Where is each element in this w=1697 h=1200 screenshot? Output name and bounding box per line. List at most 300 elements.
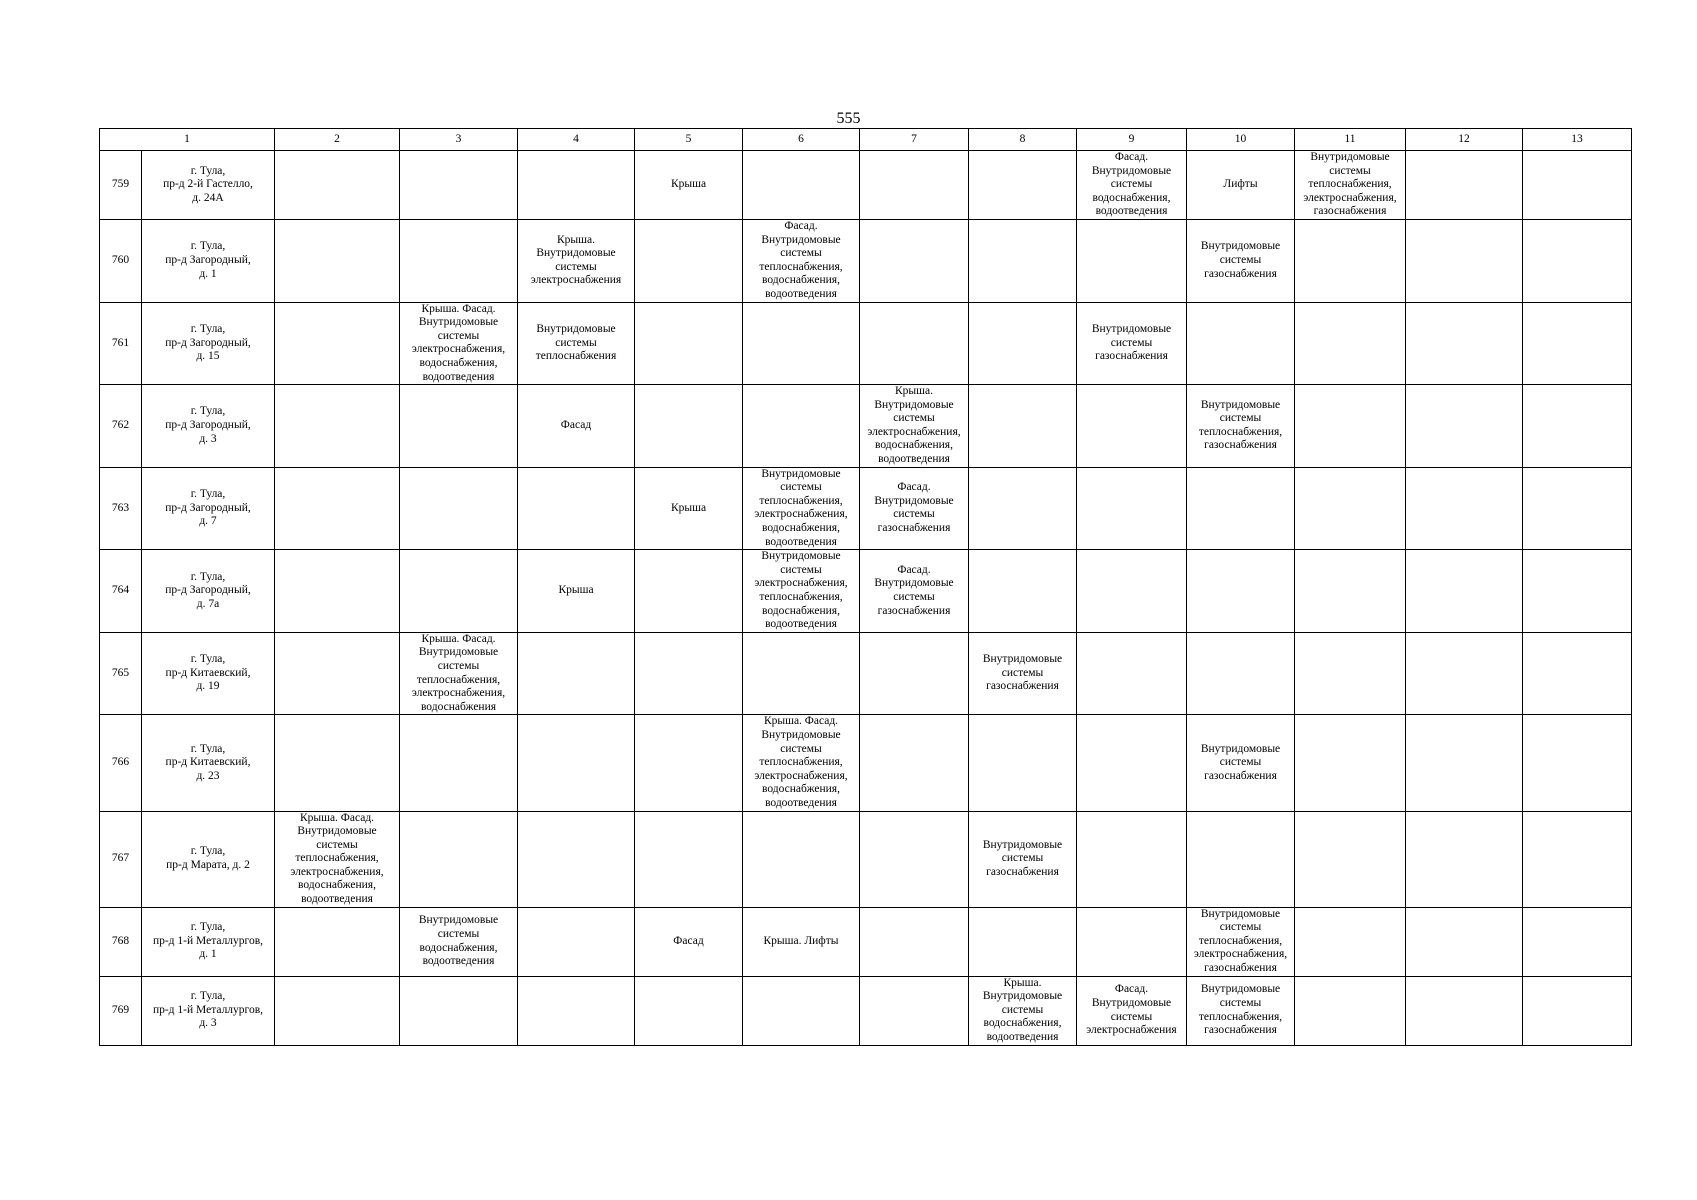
table-row xyxy=(100,976,1632,1045)
cell-line: системы xyxy=(437,659,480,672)
work-cell-col-13 xyxy=(1523,632,1632,715)
work-cell-col-10 xyxy=(1187,632,1295,715)
cell-line: водоснабжения, xyxy=(762,783,840,796)
work-cell-col-12 xyxy=(1406,467,1523,550)
cell-line: Внутридомовые xyxy=(536,322,616,335)
row-number: 763 xyxy=(100,467,142,550)
cell-line: Крыша. Лифты xyxy=(763,934,839,947)
work-cell-col-4 xyxy=(518,811,635,907)
cell-line: Крыша. xyxy=(895,385,933,398)
cell-line: Внутридомовые xyxy=(1091,164,1172,177)
cell-line: г. Тула, xyxy=(190,240,226,253)
address-cell xyxy=(142,976,275,1045)
work-cell-col-10 xyxy=(1187,811,1295,907)
cell-line: системы xyxy=(1110,336,1153,349)
cell-line: системы xyxy=(1219,412,1262,425)
cell-line: Фасад. xyxy=(1114,983,1149,996)
work-cell-col-5 xyxy=(635,811,743,907)
address-cell xyxy=(142,219,275,302)
cell-line: электроснабжения, xyxy=(1303,191,1397,204)
work-cell-col-11 xyxy=(1295,976,1406,1045)
cell-line: д. 19 xyxy=(196,680,220,693)
work-cell-col-5 xyxy=(635,219,743,302)
cell-line: Внутридомовые xyxy=(418,914,499,927)
work-cell-col-2 xyxy=(275,302,400,385)
cell-line: пр-д Китаевский, xyxy=(165,666,251,679)
work-cell-col-7 xyxy=(860,151,969,220)
table-row xyxy=(100,385,1632,468)
column-header-12: 12 xyxy=(1406,129,1523,151)
address-cell xyxy=(142,550,275,633)
cell-line: системы xyxy=(1219,756,1262,769)
cell-line: Внутридомовые xyxy=(982,653,1063,666)
work-cell-col-4 xyxy=(518,715,635,811)
cell-line: газоснабжения xyxy=(1204,267,1277,280)
cell-line: газоснабжения xyxy=(877,522,951,535)
cell-line: электроснабжения xyxy=(1086,1024,1177,1037)
cell-line: д. 24А xyxy=(192,191,224,204)
work-cell-col-8 xyxy=(969,467,1077,550)
work-cell-col-9 xyxy=(1077,907,1187,976)
work-cell-col-7 xyxy=(860,907,969,976)
cell-line: Внутридомовые xyxy=(1091,322,1172,335)
table-row xyxy=(100,550,1632,633)
cell-line: Фасад. xyxy=(897,563,931,576)
table-row xyxy=(100,151,1632,220)
work-cell-col-12 xyxy=(1406,811,1523,907)
work-cell-col-13 xyxy=(1523,907,1632,976)
cell-line: водоотведения xyxy=(986,1031,1059,1043)
work-cell-col-4 xyxy=(518,467,635,550)
cell-line: газоснабжения xyxy=(1204,962,1277,975)
cell-line: г. Тула, xyxy=(190,488,226,501)
cell-line: газоснабжения xyxy=(1313,205,1387,218)
work-cell-col-13 xyxy=(1523,302,1632,385)
cell-line: Внутридомовые xyxy=(874,398,954,411)
cell-line: теплоснабжения xyxy=(535,350,617,363)
table-body xyxy=(100,151,1632,1046)
cell-line: Крыша. Фасад. xyxy=(421,632,496,645)
row-number: 765 xyxy=(100,632,142,715)
cell-line: д. 1 xyxy=(199,948,217,961)
cell-line: д. 23 xyxy=(196,769,220,782)
work-cell-col-2 xyxy=(275,550,400,633)
cell-line: системы xyxy=(1110,178,1153,191)
work-cell-col-11 xyxy=(1295,715,1406,811)
work-cell-col-11 xyxy=(1295,467,1406,550)
cell-line: электроснабжения, xyxy=(754,508,848,521)
work-cell-col-4 xyxy=(518,907,635,976)
cell-line: г. Тула, xyxy=(190,742,226,755)
cell-line: системы xyxy=(1219,997,1262,1010)
work-cell-col-2 xyxy=(275,811,400,907)
table-row xyxy=(100,302,1632,385)
work-cell-col-4 xyxy=(518,550,635,633)
work-cell-col-5 xyxy=(635,385,743,468)
cell-line: системы xyxy=(1219,921,1262,934)
cell-line: газоснабжения xyxy=(1095,350,1168,363)
cell-line: системы xyxy=(1329,164,1371,177)
work-cell-col-7 xyxy=(860,385,969,468)
work-cell-col-3 xyxy=(400,907,518,976)
work-cell-col-8 xyxy=(969,219,1077,302)
cell-line: г. Тула, xyxy=(190,845,226,858)
table-row xyxy=(100,632,1632,715)
cell-line: системы xyxy=(780,563,822,576)
work-cell-col-12 xyxy=(1406,715,1523,811)
cell-line: системы xyxy=(1001,666,1044,679)
cell-line: пр-д Загородный, xyxy=(165,584,251,597)
work-cell-col-8 xyxy=(969,715,1077,811)
work-cell-col-4 xyxy=(518,632,635,715)
cell-line: д. 7а xyxy=(196,597,220,610)
column-header-6: 6 xyxy=(743,129,860,151)
column-header-5: 5 xyxy=(635,129,743,151)
cell-line: г. Тула, xyxy=(190,164,226,177)
work-cell-col-3 xyxy=(400,976,518,1045)
work-cell-col-8 xyxy=(969,302,1077,385)
cell-line: Крыша. xyxy=(557,233,595,246)
cell-line: Крыша. Фасад. xyxy=(299,811,375,824)
cell-line: Внутридомовые xyxy=(1200,240,1281,253)
cell-line: Фасад. xyxy=(1114,151,1149,163)
page-number: 555 xyxy=(836,110,861,127)
cell-line: пр-д Загородный, xyxy=(165,419,251,432)
cell-line: г. Тула, xyxy=(190,653,226,666)
work-cell-col-13 xyxy=(1523,550,1632,633)
work-cell-col-12 xyxy=(1406,907,1523,976)
work-cell-col-12 xyxy=(1406,550,1523,633)
cell-line: электроснабжения xyxy=(530,274,622,287)
column-header-13: 13 xyxy=(1523,129,1632,151)
column-header-1: 1 xyxy=(100,129,275,151)
work-cell-col-2 xyxy=(275,632,400,715)
address-cell xyxy=(142,151,275,220)
work-cell-col-10 xyxy=(1187,385,1295,468)
cell-line: водоснабжения, xyxy=(762,522,840,535)
cell-line: системы xyxy=(316,838,358,851)
cell-line: пр-д 2-й Гастелло, xyxy=(163,178,253,191)
cell-line: пр-д 1-й Металлургов, xyxy=(152,1003,264,1016)
work-cell-col-8 xyxy=(969,907,1077,976)
cell-line: Внутридомовые xyxy=(1200,742,1281,755)
row-number: 764 xyxy=(100,550,142,633)
column-header-11: 11 xyxy=(1295,129,1406,151)
work-cell-col-5 xyxy=(635,715,743,811)
work-cell-col-11 xyxy=(1295,151,1406,220)
cell-line: водоснабжения, xyxy=(419,941,498,954)
cell-line: Фасад. xyxy=(784,219,818,232)
cell-line: теплоснабжения, xyxy=(416,673,501,686)
work-cell-col-10 xyxy=(1187,467,1295,550)
work-cell-col-11 xyxy=(1295,219,1406,302)
column-header-2: 2 xyxy=(275,129,400,151)
work-cell-col-3 xyxy=(400,151,518,220)
work-cell-col-13 xyxy=(1523,385,1632,468)
work-cell-col-9 xyxy=(1077,467,1187,550)
cell-line: водоотведения xyxy=(422,955,495,968)
cell-line: водоотведения xyxy=(765,535,837,548)
row-number: 761 xyxy=(100,302,142,385)
work-cell-col-3 xyxy=(400,219,518,302)
work-cell-col-7 xyxy=(860,550,969,633)
address-cell xyxy=(142,467,275,550)
cell-line: системы xyxy=(780,247,822,260)
cell-line: теплоснабжения, xyxy=(1198,934,1283,947)
work-cell-col-3 xyxy=(400,550,518,633)
cell-line: Внутридомовые xyxy=(761,233,841,246)
work-cell-col-6 xyxy=(743,219,860,302)
work-cell-col-6 xyxy=(743,151,860,220)
work-cell-col-7 xyxy=(860,467,969,550)
address-cell xyxy=(142,385,275,468)
work-cell-col-10 xyxy=(1187,976,1295,1045)
cell-line: Внутридомовые xyxy=(982,838,1063,851)
work-cell-col-10 xyxy=(1187,550,1295,633)
cell-line: пр-д Марата, д. 2 xyxy=(166,859,250,872)
work-cell-col-5 xyxy=(635,151,743,220)
cell-line: системы xyxy=(437,329,480,342)
table-row xyxy=(100,907,1632,976)
cell-line: пр-д Загородный, xyxy=(165,336,251,349)
work-cell-col-3 xyxy=(400,632,518,715)
cell-line: теплоснабжения, xyxy=(1308,178,1392,191)
cell-line: электроснабжения, xyxy=(867,425,961,438)
cell-line: водоотведения xyxy=(765,796,837,809)
row-number: 769 xyxy=(100,976,142,1045)
work-cell-col-3 xyxy=(400,467,518,550)
work-cell-col-6 xyxy=(743,715,860,811)
cell-line: электроснабжения, xyxy=(411,343,506,356)
work-cell-col-11 xyxy=(1295,550,1406,633)
row-number: 762 xyxy=(100,385,142,468)
cell-line: водоотведения xyxy=(422,370,495,383)
work-cell-col-3 xyxy=(400,811,518,907)
cell-line: водоотведения xyxy=(1095,205,1168,218)
cell-line: водоснабжения xyxy=(420,700,497,713)
address-cell xyxy=(142,302,275,385)
work-cell-col-8 xyxy=(969,550,1077,633)
cell-line: Внутридомовые xyxy=(874,494,954,507)
work-cell-col-13 xyxy=(1523,715,1632,811)
work-cell-col-8 xyxy=(969,385,1077,468)
row-number: 766 xyxy=(100,715,142,811)
work-cell-col-11 xyxy=(1295,811,1406,907)
cell-line: системы xyxy=(555,336,597,349)
work-cell-col-12 xyxy=(1406,976,1523,1045)
row-number: 767 xyxy=(100,811,142,907)
work-cell-col-5 xyxy=(635,907,743,976)
column-header-8: 8 xyxy=(969,129,1077,151)
cell-line: д. 3 xyxy=(199,1017,217,1030)
work-cell-col-6 xyxy=(743,632,860,715)
cell-line: газоснабжения xyxy=(1204,439,1277,452)
cell-line: электроснабжения, xyxy=(754,577,848,590)
cell-line: Фасад xyxy=(560,419,592,432)
work-cell-col-6 xyxy=(743,550,860,633)
work-cell-col-9 xyxy=(1077,151,1187,220)
table-row xyxy=(100,467,1632,550)
work-cell-col-2 xyxy=(275,151,400,220)
cell-line: Лифты xyxy=(1223,178,1258,191)
work-cell-col-6 xyxy=(743,907,860,976)
cell-line: Крыша. xyxy=(1003,976,1042,989)
cell-line: Внутридомовые xyxy=(1091,997,1172,1010)
cell-line: системы xyxy=(780,481,822,494)
work-cell-col-2 xyxy=(275,907,400,976)
cell-line: Фасад xyxy=(673,934,704,947)
row-number: 768 xyxy=(100,907,142,976)
cell-line: водоснабжения, xyxy=(1092,191,1171,204)
cell-line: системы xyxy=(893,591,935,603)
work-cell-col-6 xyxy=(743,302,860,385)
cell-line: газоснабжения xyxy=(1204,769,1277,782)
cell-line: газоснабжения xyxy=(986,680,1059,693)
work-cell-col-10 xyxy=(1187,715,1295,811)
address-cell xyxy=(142,907,275,976)
column-header-9: 9 xyxy=(1077,129,1187,151)
column-header-row xyxy=(100,129,1632,151)
work-cell-col-11 xyxy=(1295,632,1406,715)
cell-line: Внутридомовые xyxy=(982,990,1063,1003)
cell-line: системы xyxy=(1001,1003,1044,1016)
work-cell-col-9 xyxy=(1077,219,1187,302)
work-cell-col-10 xyxy=(1187,219,1295,302)
work-cell-col-7 xyxy=(860,632,969,715)
cell-line: водоотведения xyxy=(765,618,837,631)
work-cell-col-7 xyxy=(860,715,969,811)
work-cell-col-2 xyxy=(275,467,400,550)
work-cell-col-5 xyxy=(635,976,743,1045)
work-cell-col-13 xyxy=(1523,976,1632,1045)
work-cell-col-4 xyxy=(518,976,635,1045)
cell-line: теплоснабжения, xyxy=(1198,1010,1283,1023)
column-header-4: 4 xyxy=(518,129,635,151)
cell-line: Крыша xyxy=(670,178,707,191)
cell-line: Внутридомовые xyxy=(874,577,954,590)
cell-line: водоотведения xyxy=(301,893,373,906)
cell-line: системы xyxy=(1110,1010,1153,1023)
cell-line: электроснабжения, xyxy=(1193,948,1288,961)
work-cell-col-12 xyxy=(1406,302,1523,385)
cell-line: Внутридомовые xyxy=(1310,151,1390,163)
work-cell-col-3 xyxy=(400,385,518,468)
work-cell-col-9 xyxy=(1077,550,1187,633)
cell-line: водоснабжения, xyxy=(762,274,840,287)
cell-line: Крыша xyxy=(670,501,707,514)
cell-line: теплоснабжения, xyxy=(759,591,843,603)
work-cell-col-13 xyxy=(1523,811,1632,907)
cell-line: Внутридомовые xyxy=(761,467,841,480)
cell-line: системы xyxy=(1001,852,1044,865)
cell-line: д. 15 xyxy=(196,350,220,363)
work-cell-col-7 xyxy=(860,976,969,1045)
table-row xyxy=(100,219,1632,302)
work-cell-col-6 xyxy=(743,976,860,1045)
work-cell-col-12 xyxy=(1406,385,1523,468)
column-header-7: 7 xyxy=(860,129,969,151)
work-cell-col-11 xyxy=(1295,302,1406,385)
work-cell-col-9 xyxy=(1077,976,1187,1045)
work-cell-col-9 xyxy=(1077,715,1187,811)
cell-line: г. Тула, xyxy=(190,921,226,934)
work-cell-col-6 xyxy=(743,385,860,468)
cell-line: Внутридомовые xyxy=(418,316,499,329)
cell-line: системы xyxy=(893,412,935,425)
work-cell-col-10 xyxy=(1187,151,1295,220)
work-cell-col-7 xyxy=(860,302,969,385)
work-cell-col-3 xyxy=(400,302,518,385)
cell-line: Внутридомовые xyxy=(418,646,499,659)
work-cell-col-7 xyxy=(860,811,969,907)
cell-line: пр-д Загородный, xyxy=(165,253,251,266)
work-cell-col-6 xyxy=(743,811,860,907)
cell-line: Внутридомовые xyxy=(1200,983,1281,996)
cell-line: д. 7 xyxy=(199,515,217,528)
row-number: 759 xyxy=(100,151,142,220)
cell-line: Внутридомовые xyxy=(1200,398,1281,411)
cell-line: газоснабжения xyxy=(877,604,951,617)
column-header-3: 3 xyxy=(400,129,518,151)
cell-line: Фасад. xyxy=(897,481,931,494)
work-cell-col-10 xyxy=(1187,907,1295,976)
address-cell xyxy=(142,811,275,907)
work-cell-col-12 xyxy=(1406,151,1523,220)
work-cell-col-10 xyxy=(1187,302,1295,385)
work-cell-col-7 xyxy=(860,219,969,302)
cell-line: водоотведения xyxy=(765,287,837,300)
work-cell-col-3 xyxy=(400,715,518,811)
work-cell-col-4 xyxy=(518,385,635,468)
cell-line: г. Тула, xyxy=(190,405,226,418)
work-cell-col-2 xyxy=(275,385,400,468)
address-cell xyxy=(142,715,275,811)
cell-line: системы xyxy=(780,742,822,755)
work-cell-col-6 xyxy=(743,467,860,550)
cell-line: Внутридомовые xyxy=(761,550,841,563)
work-cell-col-13 xyxy=(1523,219,1632,302)
work-cell-col-11 xyxy=(1295,385,1406,468)
work-cell-col-9 xyxy=(1077,632,1187,715)
housing-repair-table xyxy=(99,128,1632,1046)
work-cell-col-8 xyxy=(969,811,1077,907)
cell-line: электроснабжения, xyxy=(290,865,384,878)
work-cell-col-5 xyxy=(635,632,743,715)
work-cell-col-5 xyxy=(635,467,743,550)
cell-line: Крыша. Фасад. xyxy=(763,715,839,728)
table-row xyxy=(100,715,1632,811)
work-cell-col-9 xyxy=(1077,385,1187,468)
work-cell-col-13 xyxy=(1523,467,1632,550)
cell-line: Внутридомовые xyxy=(1200,907,1281,920)
cell-line: д. 3 xyxy=(199,432,217,445)
cell-line: пр-д Китаевский, xyxy=(165,756,251,769)
table-row xyxy=(100,811,1632,907)
work-cell-col-9 xyxy=(1077,811,1187,907)
row-number: 760 xyxy=(100,219,142,302)
work-cell-col-2 xyxy=(275,976,400,1045)
cell-line: электроснабжения, xyxy=(754,769,848,782)
cell-line: теплоснабжения, xyxy=(1198,425,1283,438)
work-cell-col-9 xyxy=(1077,302,1187,385)
cell-line: г. Тула, xyxy=(190,570,226,583)
work-cell-col-2 xyxy=(275,715,400,811)
work-cell-col-8 xyxy=(969,632,1077,715)
cell-line: газоснабжения xyxy=(1204,1024,1277,1037)
work-cell-col-2 xyxy=(275,219,400,302)
cell-line: водоснабжения, xyxy=(419,356,498,369)
cell-line: водоснабжения, xyxy=(762,604,840,617)
